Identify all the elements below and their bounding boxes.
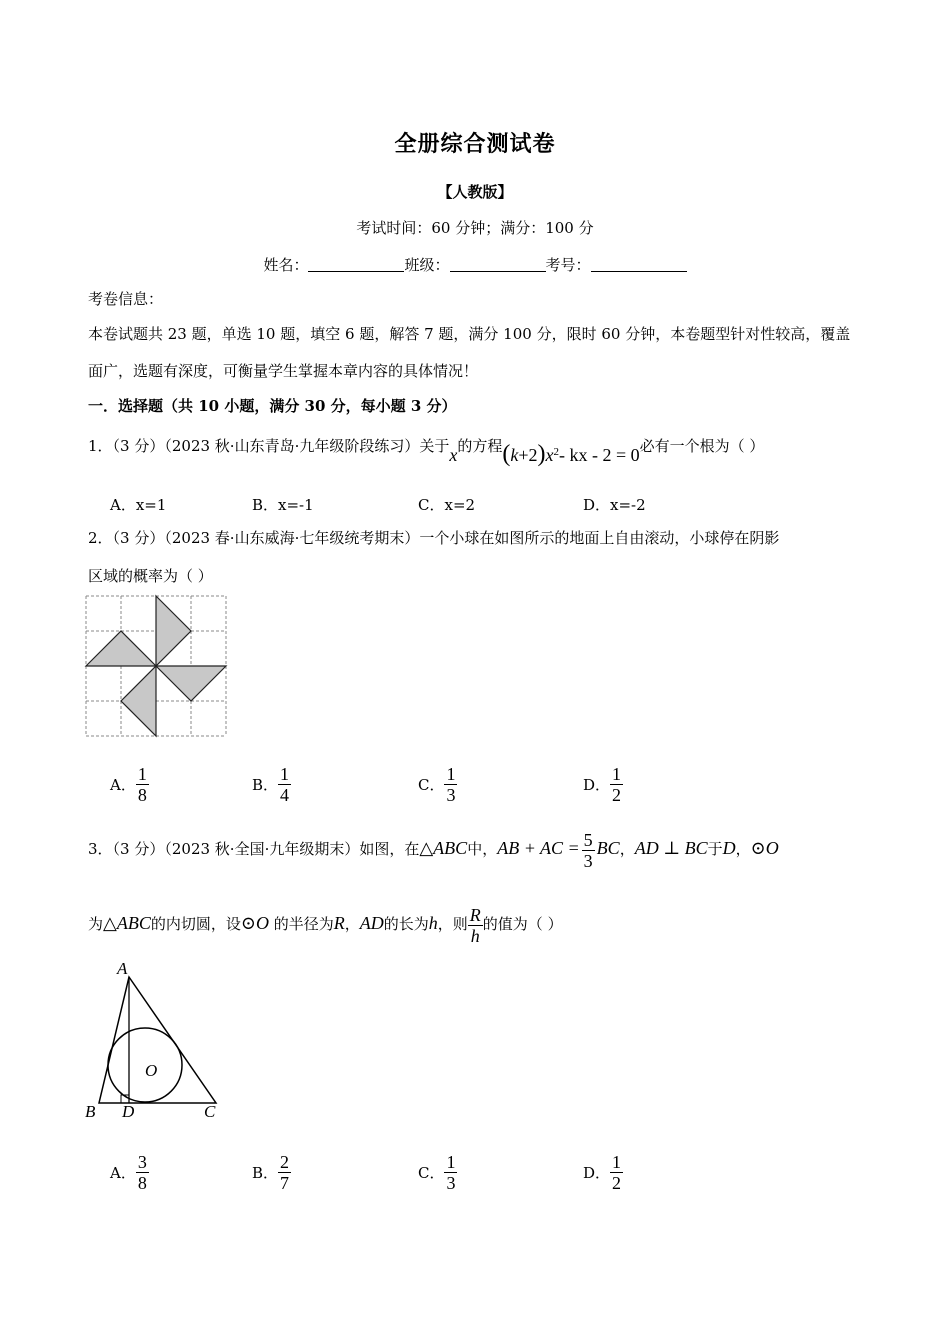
name-blank[interactable] <box>308 257 404 272</box>
q1-option-b[interactable]: B．x=-1 <box>252 496 314 514</box>
q2-option-d[interactable]: D． $\frac{1}{2}$ <box>583 764 622 805</box>
q1-equation: $(k+2)x^2-$ kx - 2 = 0 <box>502 441 640 467</box>
q1-option-d[interactable]: D．x=-2 <box>583 496 646 514</box>
q2-line1: 2．（3 分）（2023 春·山东威海·七年级统考期末）一个小球在如图所示的地面上自由滚动，小球停在阴影 <box>88 529 780 547</box>
q2-line2: 区域的概率为（ ） <box>88 567 213 585</box>
name-label: 姓名： <box>263 256 309 274</box>
q3-triangle-abc: △ABC <box>419 838 468 858</box>
q3-line1: 3．（3 分）（2023 秋·全国·九年级期末）如图，在△ABC中，AB + AC = $\frac{5}{3}$ BC，AD ⊥ BC于D，⊙O <box>88 829 779 871</box>
class-blank[interactable] <box>450 257 546 272</box>
exam-info-line1: 本卷试题共 23 题，单选 10 题，填空 6 题，解答 7 题，满分 100 分，限时 60 分钟，本卷题型针对性较高，覆盖 <box>88 325 851 343</box>
q3-option-d[interactable]: D． $\frac{1}{2}$ <box>583 1152 622 1193</box>
q1-option-c[interactable]: C．x=2 <box>418 496 476 514</box>
shaded-triangle-right <box>156 666 226 701</box>
shaded-triangle-top <box>156 596 191 666</box>
q1-option-a[interactable]: A．x=1 <box>110 496 167 514</box>
q3-perp: AD ⊥ BC <box>634 838 708 858</box>
q1-mid: 的方程 <box>457 437 503 455</box>
q3-option-c[interactable]: C． $\frac{1}{3}$ <box>418 1152 456 1193</box>
class-label: 班级： <box>404 256 450 274</box>
q1-prefix: 1．（3 分）（2023 秋·山东青岛·九年级阶段练习）关于 <box>88 437 450 455</box>
vertex-label-a: A <box>117 959 128 978</box>
number-label: 考号： <box>545 256 591 274</box>
section-heading: 一．选择题（共 10 小题，满分 30 分，每小题 3 分） <box>88 397 457 415</box>
q1-suffix: 必有一个根为（ ） <box>639 437 765 455</box>
q3-option-b[interactable]: B． $\frac{2}{7}$ <box>252 1152 290 1193</box>
center-label-o: O <box>145 1061 158 1080</box>
exam-info-line2: 面广，选题有深度，可衡量学生掌握本章内容的具体情况！ <box>88 362 479 380</box>
triangle-abc <box>99 977 216 1103</box>
point-label-d: D <box>122 1102 135 1121</box>
exam-info-heading: 考卷信息： <box>88 290 164 308</box>
shaded-triangles <box>86 596 226 736</box>
q3-line2: 为△ABC的内切圆，设⊙O 的半径为R，AD的长为h，则 $\frac{R}{h}$ 的值为（ ） <box>88 904 563 946</box>
vertex-label-c: C <box>204 1102 216 1121</box>
page-title: 全册综合测试卷 <box>394 131 556 157</box>
vertex-label-b: B <box>85 1102 96 1121</box>
q1-eq-tail: - kx - 2 = 0 <box>559 445 640 465</box>
q2-option-c[interactable]: C． $\frac{1}{3}$ <box>418 764 456 805</box>
q1-var: x <box>449 445 458 465</box>
q2-option-b[interactable]: B． $\frac{1}{4}$ <box>252 764 290 805</box>
q1-stem <box>88 432 765 467</box>
shaded-triangle-left <box>86 631 156 666</box>
q3-eq-left: AB + AC = <box>497 838 580 858</box>
shaded-triangle-bottom <box>121 666 156 736</box>
q1-eq-sup: 2 <box>553 446 560 458</box>
exam-time: 考试时间：60 分钟；满分：100 分 <box>356 219 594 237</box>
q2-option-a[interactable]: A． $\frac{1}{8}$ <box>110 764 147 805</box>
number-blank[interactable] <box>591 257 687 272</box>
edition-label: 【人教版】 <box>437 183 513 201</box>
q3-option-a[interactable]: A． $\frac{3}{8}$ <box>110 1152 147 1193</box>
student-info-line <box>0 254 950 275</box>
q3-circle-o: ⊙O <box>750 838 779 858</box>
incircle-triangle-figure <box>80 955 230 1125</box>
q1-eq-x: x <box>545 445 554 465</box>
pinwheel-grid-figure <box>84 594 230 740</box>
q1-eq-k: k <box>510 445 519 465</box>
q1-eq-plus2: +2 <box>518 445 538 465</box>
